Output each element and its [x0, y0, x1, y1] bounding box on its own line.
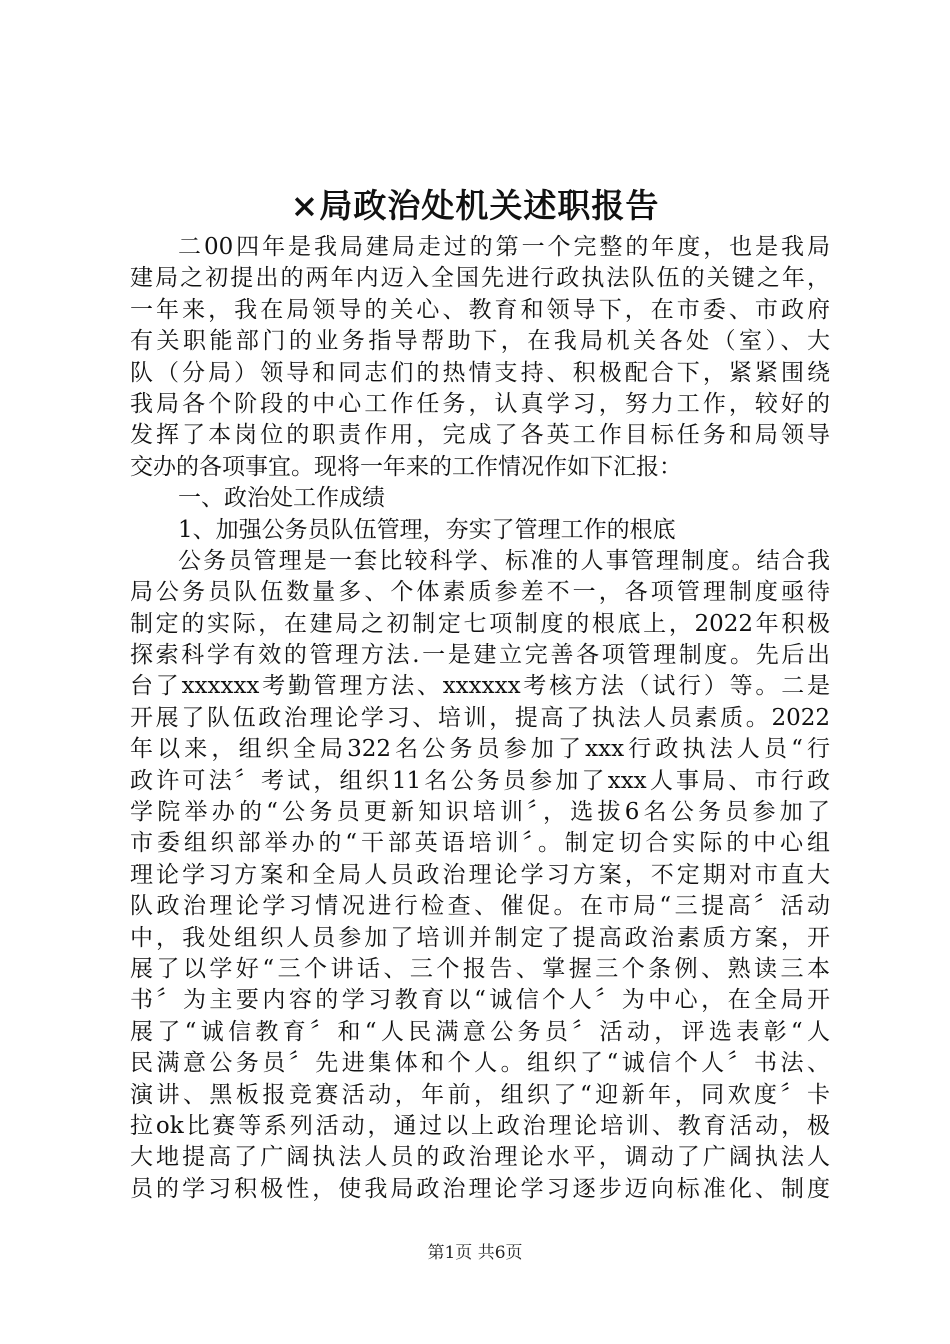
text-line: 理论学习方案和全局人员政治理论学习方案，不定期对市直大	[130, 861, 830, 888]
text-line: 队（分局）领导和同志们的热情支持、积极配合下，紧紧围绕	[130, 359, 830, 386]
text-line: 发挥了本岗位的职责作用，完成了各英工作目标任务和局领导	[130, 422, 830, 449]
text-line: 我局各个阶段的中心工作任务，认真学习，努力工作，较好的	[130, 390, 830, 417]
page-footer: 第1页 共6页	[427, 1243, 523, 1263]
text-line: 书〞为主要内容的学习教育以“诚信个人〞为中心，在全局开	[130, 987, 830, 1014]
text-line: 有关职能部门的业务指导帮助下，在我局机关各处（室）、大	[130, 328, 830, 355]
text-line: 公务员管理是一套比较科学、标准的人事管理制度。结合我	[178, 547, 830, 574]
text-line: 台了xxxxxx考勤管理方法、xxxxxx考核方法（试行）等。二是	[130, 673, 830, 700]
section-heading	[130, 483, 830, 514]
text-line: 民满意公务员〞先进集体和个人。组织了“诚信个人〞书法、	[130, 1050, 830, 1077]
paragraph-civil-servant-management	[130, 546, 830, 1205]
section-heading-text: 一、政治处工作成绩	[178, 485, 385, 512]
report-body	[130, 232, 830, 1205]
subsection-heading-text: 1、加强公务员队伍管理，夯实了管理工作的根底	[178, 516, 676, 543]
text-line: 展了以学好“三个讲话、三个报告、掌握三个条例、熟读三本	[130, 955, 830, 982]
text-line: 市委组织部举办的“干部英语培训〞。制定切合实际的中心组	[130, 830, 830, 857]
text-line: 员的学习积极性，使我局政治理论学习逐步迈向标准化、制度	[130, 1175, 830, 1202]
text-line: 政许可法〞考试，组织11名公务员参加了xxx人事局、市行政	[130, 767, 830, 794]
text-line: 建局之初提出的两年内迈入全国先进行政执法队伍的关键之年，	[130, 265, 830, 292]
text-line: 拉ok比赛等系列活动，通过以上政治理论培训、教育活动，极	[130, 1112, 830, 1139]
text-line: 大地提高了广阔执法人员的政治理论水平，调动了广阔执法人	[130, 1144, 830, 1171]
subsection-heading	[130, 515, 830, 546]
text-line: 二00四年是我局建局走过的第一个完整的年度，也是我局	[178, 234, 830, 260]
text-line: 年以来，组织全局322名公务员参加了xxx行政执法人员“行	[130, 736, 830, 763]
page-title: ×局政治处机关述职报告	[290, 186, 660, 225]
text-line: 制定的实际，在建局之初制定七项制度的根底上，2022年积极	[130, 610, 830, 637]
text-line: 学院举办的“公务员更新知识培训〞，选拔6名公务员参加了	[130, 799, 830, 826]
paragraph-intro	[130, 232, 830, 483]
text-line: 一年来，我在局领导的关心、教育和领导下，在市委、市政府	[130, 296, 830, 323]
text-line: 探索科学有效的管理方法.一是建立完善各项管理制度。先后出	[130, 642, 830, 669]
text-line: 开展了队伍政治理论学习、培训，提高了执法人员素质。2022	[130, 704, 830, 731]
text-line: 局公务员队伍数量多、个体素质参差不一，各项管理制度亟待	[130, 579, 830, 606]
text-line: 队政治理论学习情况进行检查、催促。在市局“三提高〞活动	[130, 893, 830, 920]
text-line: 交办的各项事宜。现将一年来的工作情况作如下汇报：	[130, 453, 682, 480]
text-line: 演讲、黑板报竞赛活动，年前，组织了“迎新年，同欢度〞卡	[130, 1081, 830, 1108]
text-line: 展了“诚信教育〞和“人民满意公务员〞活动，评选表彰“人	[130, 1018, 830, 1045]
text-line: 中，我处组织人员参加了培训并制定了提高政治素质方案，开	[130, 924, 830, 951]
